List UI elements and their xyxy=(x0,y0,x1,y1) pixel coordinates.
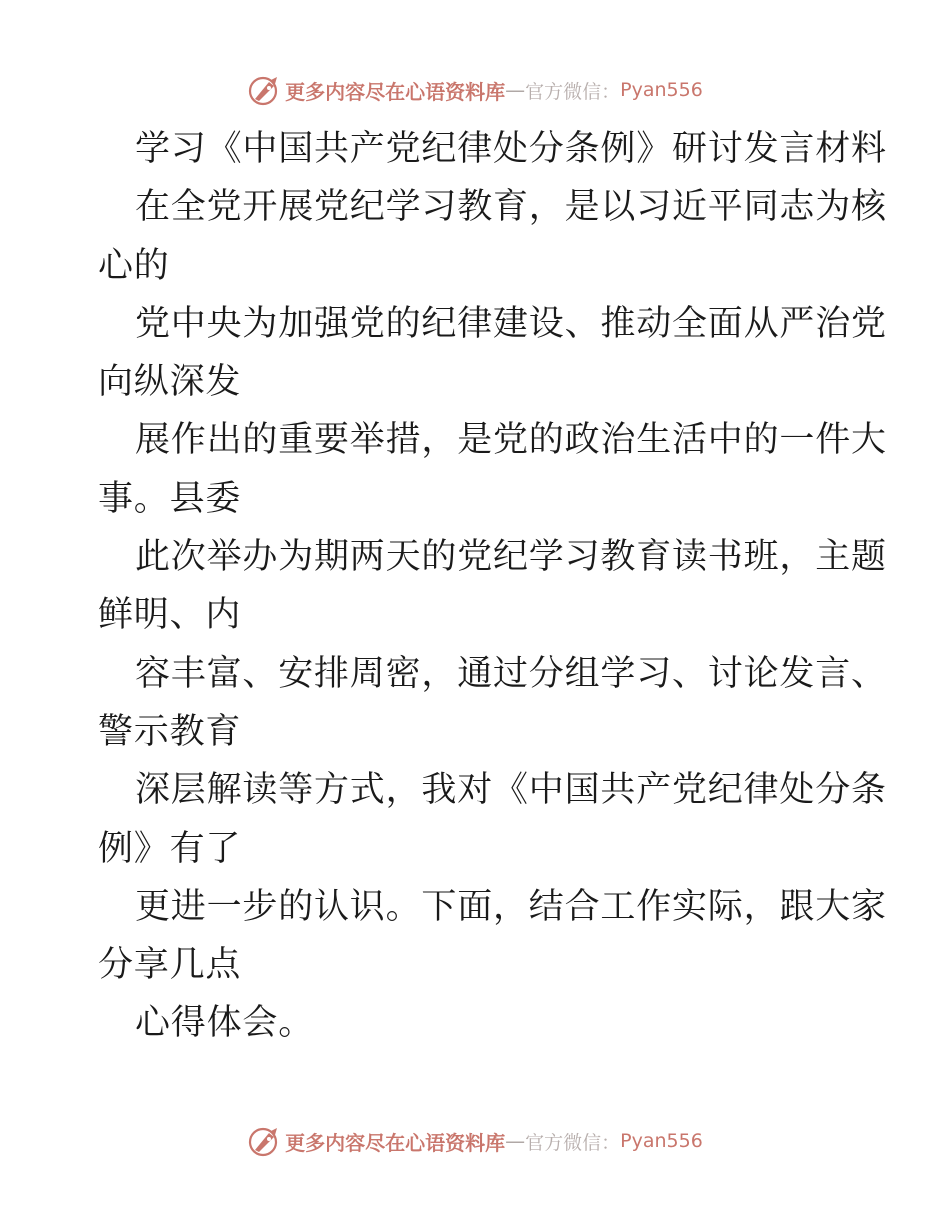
watermark-wechat-id: Pyan556 xyxy=(620,1130,703,1152)
paragraph-line: 在全党开展党纪学习教育，是以习近平同志为核 xyxy=(135,187,887,228)
paragraph-line: 容丰富、安排周密，通过分组学习、讨论发言、 xyxy=(135,653,887,694)
pen-nib-circle-icon xyxy=(247,73,281,107)
paragraph-line: 向纵深发 xyxy=(98,362,242,403)
paragraph-line: 此次举办为期两天的党纪学习教育读书班，主题 xyxy=(135,537,887,578)
watermark-main-text: 更多内容尽在心语资料库 xyxy=(285,79,506,104)
document-body xyxy=(98,120,887,1053)
watermark-label: 官方微信： xyxy=(525,1131,621,1154)
paragraph-line: 党中央为加强党的纪律建设、推动全面从严治党 xyxy=(135,303,887,344)
paragraph-line: 深层解读等方式，我对《中国共产党纪律处分条 xyxy=(135,770,887,811)
watermark-wechat-id: Pyan556 xyxy=(620,79,703,101)
footer-watermark xyxy=(0,1121,950,1161)
document-title: 学习《中国共产党纪律处分条例》研讨发言材料 xyxy=(135,129,887,169)
paragraph-line: 心得体会。 xyxy=(135,1003,315,1044)
paragraph-line: 鲜明、内 xyxy=(98,595,242,636)
paragraph-line: 展作出的重要举措，是党的政治生活中的一件大 xyxy=(135,420,887,461)
watermark-label: 官方微信： xyxy=(525,80,621,103)
paragraph-line: 警示教育 xyxy=(98,711,242,752)
paragraph-line: 分享几点 xyxy=(98,945,242,986)
paragraph-line: 例》有了 xyxy=(98,828,242,869)
paragraph-line: 事。县委 xyxy=(98,478,242,519)
paragraph-line: 更进一步的认识。下面，结合工作实际，跟大家 xyxy=(135,886,887,927)
paragraph-line: 心的 xyxy=(98,245,170,286)
watermark-separator: — xyxy=(505,78,526,102)
header-watermark xyxy=(0,70,950,110)
pen-nib-circle-icon xyxy=(247,1124,281,1158)
watermark-separator: — xyxy=(505,1129,526,1153)
watermark-main-text: 更多内容尽在心语资料库 xyxy=(285,1130,506,1155)
